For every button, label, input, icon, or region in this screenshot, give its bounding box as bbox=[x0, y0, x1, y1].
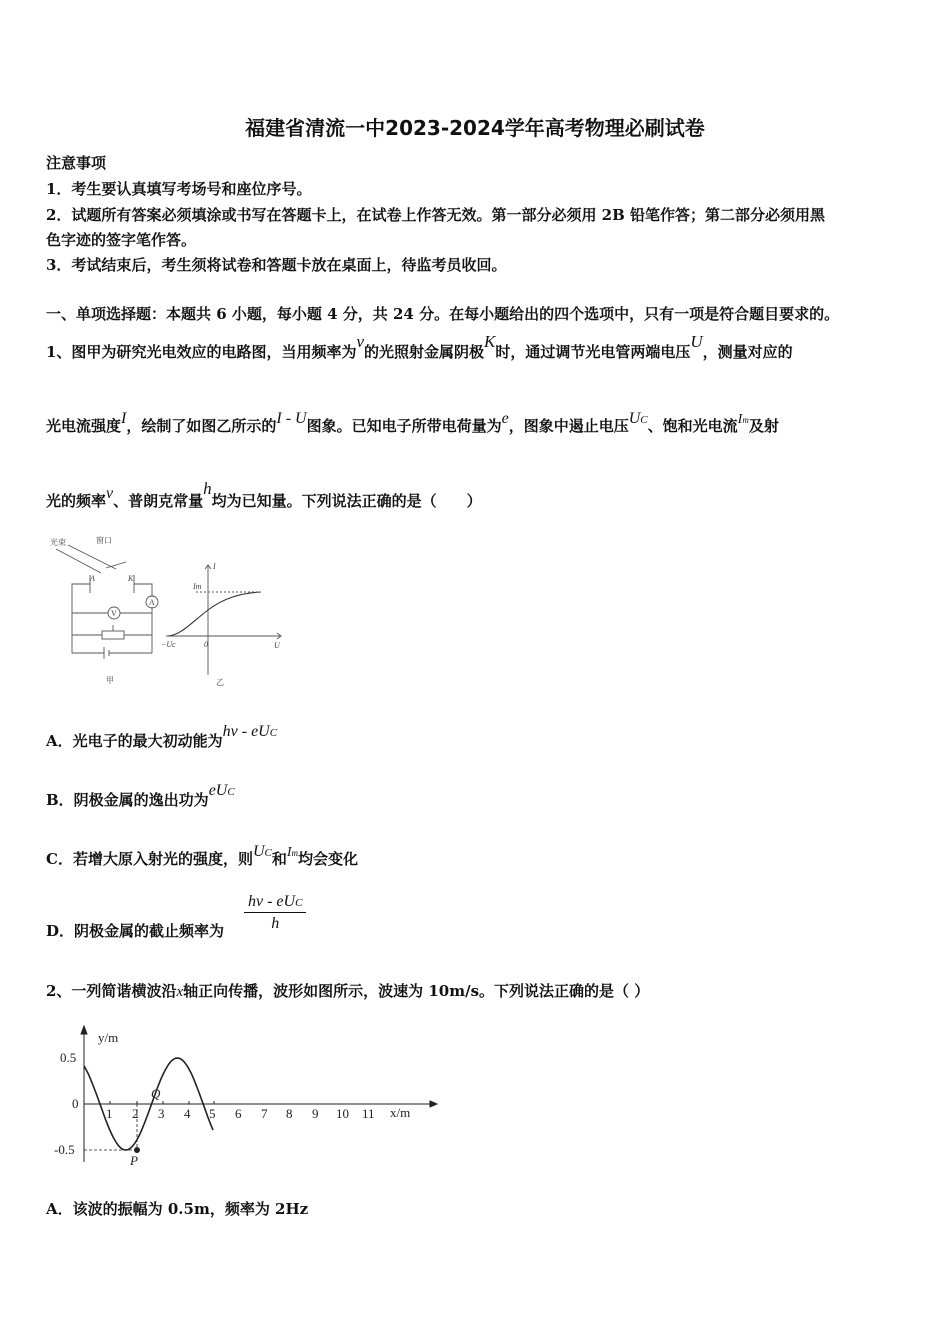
q1-text: 光电流强度 bbox=[46, 417, 122, 435]
photoelectric-figure bbox=[46, 535, 296, 690]
graph-label-I: I bbox=[213, 562, 216, 571]
num-main: hν - eU bbox=[248, 893, 296, 910]
expr-main: I bbox=[286, 845, 292, 860]
symbol-Im bbox=[738, 412, 749, 427]
x-tick-5: 5 bbox=[209, 1106, 216, 1121]
graph-label-Im: Im bbox=[193, 582, 202, 591]
q1-text: 、饱和光电流 bbox=[647, 417, 738, 435]
page-title: 福建省清流一中2023-2024学年高考物理必刷试卷 bbox=[245, 116, 705, 140]
symbol-nu-2: v bbox=[106, 485, 114, 502]
q2-stem bbox=[46, 980, 649, 1001]
q1-line-3 bbox=[46, 479, 482, 511]
q2-text: 轴正向传播，波形如图所示，波速为 10m/s。下列说法正确的是（ ） bbox=[183, 982, 650, 1000]
q1-text: 的光照射金属阴极 bbox=[364, 343, 485, 361]
symbol-Uc-main: U bbox=[628, 410, 641, 427]
symbol-U: U bbox=[690, 332, 703, 351]
option-c-Uc bbox=[253, 843, 272, 860]
x-tick-8: 8 bbox=[286, 1106, 293, 1121]
option-d-fraction bbox=[244, 893, 306, 933]
symbol-Im-sub: m bbox=[742, 415, 749, 425]
iu-curve bbox=[168, 592, 261, 636]
x-tick-4: 4 bbox=[184, 1106, 191, 1121]
section-heading: 一、单项选择题：本题共 6 小题，每小题 4 分，共 24 分。在每小题给出的四个选项中，只有一项是符合题目要求的。 bbox=[46, 305, 840, 323]
expr-sub: C bbox=[264, 847, 272, 859]
option-b-expr bbox=[209, 782, 235, 799]
q1-text: 、普朗克常量 bbox=[113, 492, 204, 510]
q1-text: 时，通过调节光电管两端电压 bbox=[495, 343, 691, 361]
symbol-h: h bbox=[203, 479, 212, 498]
label-Q: Q bbox=[151, 1086, 161, 1101]
expr-sub: m bbox=[291, 848, 299, 858]
x-tick-9: 9 bbox=[312, 1106, 319, 1121]
q1-text: 1、图甲为研究光电效应的电路图，当用频率为 bbox=[46, 343, 357, 361]
q1-text: 光的频率 bbox=[46, 492, 107, 510]
label-window: 窗口 bbox=[96, 536, 112, 545]
q2-option-a: A．该波的振幅为 0.5m，频率为 2Hz bbox=[46, 1200, 309, 1218]
y-axis-label: y/m bbox=[98, 1030, 119, 1045]
option-c-text: 和 bbox=[271, 850, 287, 868]
q1-text: ，绘制了如图乙所示的 bbox=[126, 417, 277, 435]
label-V: V bbox=[111, 609, 117, 618]
label-A-electrode: A bbox=[90, 574, 95, 583]
symbol-I: I bbox=[121, 410, 127, 427]
q1-option-c bbox=[46, 843, 359, 869]
y-tick-0.5: 0.5 bbox=[60, 1050, 77, 1065]
option-a-text: A．光电子的最大初动能为 bbox=[46, 732, 223, 750]
fraction-numerator bbox=[244, 893, 306, 913]
q2-text: 2、一列简谐横波沿 bbox=[46, 982, 177, 1000]
q1-text: 均为已知量。下列说法正确的是（ ） bbox=[211, 492, 482, 510]
symbol-K: K bbox=[484, 332, 496, 351]
y-axis-arrow bbox=[81, 1026, 87, 1034]
fraction-denominator: h bbox=[271, 915, 280, 932]
q1-option-b bbox=[46, 782, 235, 810]
y-tick-neg0.5: -0.5 bbox=[54, 1142, 75, 1157]
expr-main: eU bbox=[208, 782, 228, 799]
option-b-text: B．阴极金属的逸出功为 bbox=[46, 791, 209, 809]
notice-item-3: 3．考试结束后，考生须将试卷和答题卡放在桌面上，待监考员收回。 bbox=[46, 256, 507, 274]
notice-item-2: 2．试题所有答案必须填涂或书写在答题卡上，在试卷上作答无效。第一部分必须用 2B 铅笔作答；第二部分必须用黑 bbox=[46, 206, 826, 224]
graph-label-negUc: −Uc bbox=[161, 640, 176, 649]
option-c-Im bbox=[287, 845, 298, 860]
label-yi: 乙 bbox=[216, 678, 224, 687]
label-P: P bbox=[130, 1153, 138, 1168]
expr-sub: C bbox=[269, 727, 278, 739]
fraction bbox=[244, 893, 306, 933]
x-tick-1: 1 bbox=[106, 1106, 113, 1121]
x-tick-2: 2 bbox=[132, 1106, 139, 1121]
symbol-IU: I - U bbox=[276, 410, 307, 427]
notice-item-1: 1．考生要认真填写考场号和座位序号。 bbox=[46, 180, 312, 198]
x-tick-11: 11 bbox=[362, 1106, 375, 1121]
option-c-text: C．若增大原入射光的强度，则 bbox=[46, 850, 253, 868]
q1-option-a bbox=[46, 723, 278, 751]
symbol-nu: v bbox=[356, 332, 364, 351]
expr-main: U bbox=[252, 843, 265, 860]
q1-line-1 bbox=[46, 332, 793, 362]
y-tick-0: 0 bbox=[72, 1096, 79, 1111]
symbol-Uc bbox=[629, 410, 648, 427]
x-tick-3: 3 bbox=[158, 1106, 165, 1121]
label-light: 光束 bbox=[50, 538, 66, 547]
wave-graph bbox=[46, 1022, 446, 1172]
wire-right bbox=[134, 584, 152, 597]
label-jia: 甲 bbox=[106, 676, 114, 685]
notice-heading: 注意事项 bbox=[46, 154, 107, 172]
notice-item-2-cont: 色字迹的签字笔作答。 bbox=[46, 231, 197, 249]
x-tick-6: 6 bbox=[235, 1106, 242, 1121]
graph-label-U: U bbox=[274, 641, 280, 650]
graph-label-zero: 0 bbox=[204, 640, 208, 649]
q1-text: 及射 bbox=[748, 417, 779, 435]
x-tick-7: 7 bbox=[261, 1106, 268, 1121]
option-a-expr bbox=[223, 723, 277, 740]
symbol-Uc-sub: C bbox=[640, 414, 648, 426]
option-c-text: 均会变化 bbox=[298, 850, 359, 868]
label-K-electrode: K bbox=[128, 574, 134, 583]
q1-text: ，测量对应的 bbox=[702, 343, 793, 361]
wire-left bbox=[72, 584, 104, 653]
expr-main: hν - eU bbox=[222, 723, 270, 740]
q1-text: 图象。已知电子所带电荷量为 bbox=[306, 417, 502, 435]
symbol-e: e bbox=[501, 410, 509, 427]
expr-sub: C bbox=[227, 786, 235, 798]
light-ray-1 bbox=[56, 549, 101, 573]
option-d-text: D．阴极金属的截止频率为 bbox=[46, 922, 225, 940]
x-tick-10: 10 bbox=[336, 1106, 349, 1121]
q1-text: ，图象中遏止电压 bbox=[508, 417, 629, 435]
rheostat bbox=[102, 631, 124, 639]
symbol-Im-main: I bbox=[737, 412, 743, 427]
label-A-meter: A bbox=[149, 598, 155, 607]
x-axis-label: x/m bbox=[390, 1105, 411, 1120]
symbol-x: x bbox=[176, 984, 184, 1000]
light-ray-2 bbox=[68, 545, 116, 569]
q1-line-2 bbox=[46, 410, 779, 436]
x-axis-arrow bbox=[430, 1101, 437, 1107]
q1-option-d bbox=[46, 920, 224, 941]
num-sub: C bbox=[295, 897, 303, 909]
